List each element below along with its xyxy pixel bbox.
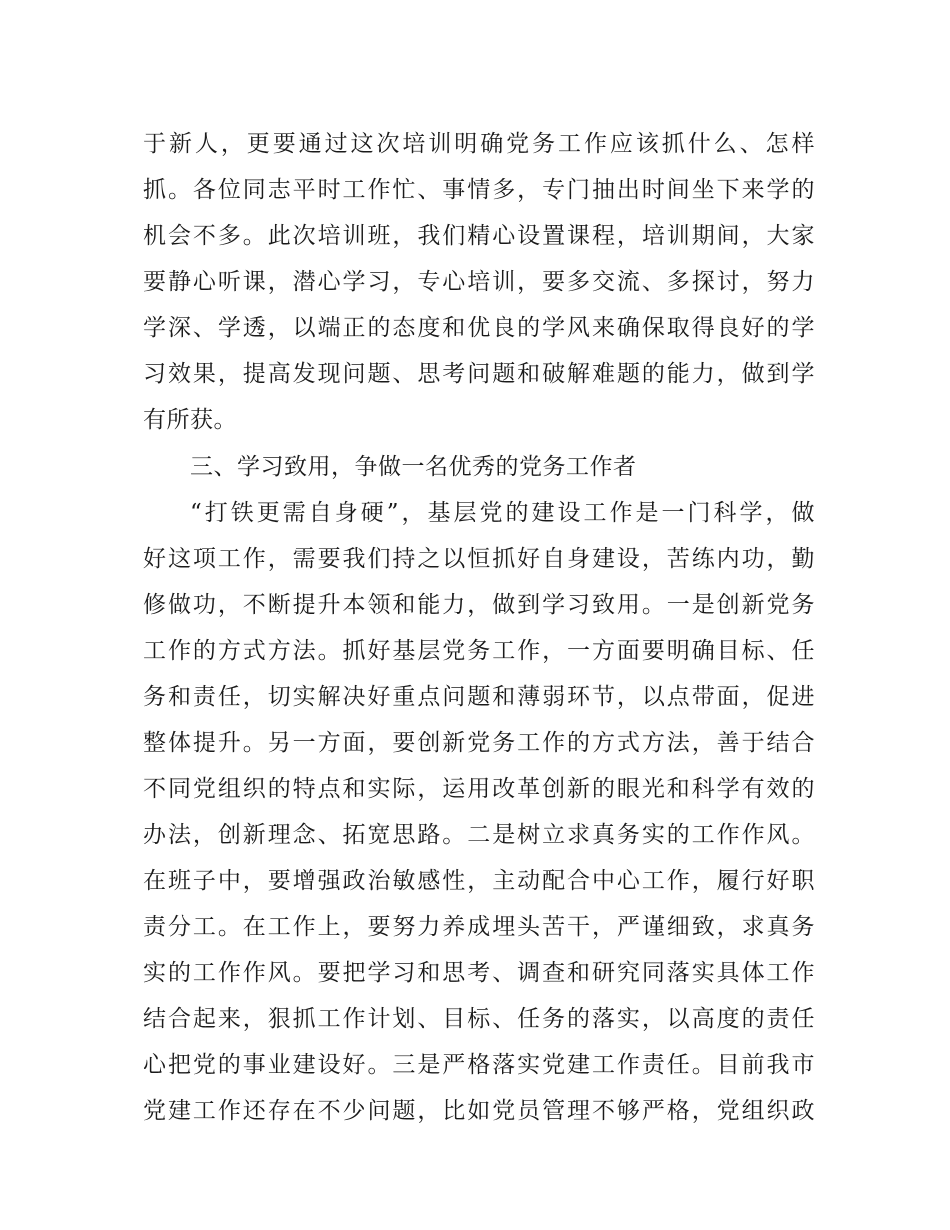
body-text-line: “打铁更需自身硬”，基层党的建设工作是一门科学，做 — [190, 500, 815, 526]
body-text-line: 抓。各位同志平时工作忙、事情多，专门抽出时间坐下来学的 — [143, 177, 815, 203]
body-text-line: 实的工作作风。要把学习和思考、调查和研究同落实具体工作 — [143, 960, 815, 986]
body-text-line: 责分工。在工作上，要努力养成埋头苦干，严谨细致，求真务 — [143, 914, 815, 940]
body-text-line: 于新人，更要通过这次培训明确党务工作应该抓什么、怎样 — [143, 131, 815, 157]
body-text-line: 在班子中，要增强政治敏感性，主动配合中心工作，履行好职 — [143, 868, 815, 894]
section-heading: 三、学习致用，争做一名优秀的党务工作者 — [190, 454, 637, 480]
body-text-line: 心把党的事业建设好。三是严格落实党建工作责任。目前我市 — [143, 1052, 815, 1078]
body-text-line: 结合起来，狠抓工作计划、目标、任务的落实，以高度的责任 — [143, 1006, 815, 1032]
body-text-line: 不同党组织的特点和实际，运用改革创新的眼光和科学有效的 — [143, 776, 815, 802]
body-text-line: 要静心听课，潜心学习，专心培训，要多交流、多探讨，努力 — [143, 269, 815, 295]
body-text-line: 习效果，提高发现问题、思考问题和破解难题的能力，做到学 — [143, 361, 815, 387]
body-text-line: 好这项工作，需要我们持之以恒抓好自身建设，苦练内功，勤 — [143, 546, 815, 572]
body-text-line: 工作的方式方法。抓好基层党务工作，一方面要明确目标、任 — [143, 638, 815, 664]
body-text-line: 修做功，不断提升本领和能力，做到学习致用。一是创新党务 — [143, 592, 815, 618]
body-text-line: 学深、学透，以端正的态度和优良的学风来确保取得良好的学 — [143, 315, 815, 341]
body-text-line: 务和责任，切实解决好重点问题和薄弱环节，以点带面，促进 — [143, 684, 815, 710]
body-text-line: 有所获。 — [143, 407, 237, 433]
body-text-line: 整体提升。另一方面，要创新党务工作的方式方法，善于结合 — [143, 730, 815, 756]
body-text-line: 党建工作还存在不少问题，比如党员管理不够严格，党组织政 — [143, 1098, 815, 1124]
body-text-line: 机会不多。此次培训班，我们精心设置课程，培训期间，大家 — [143, 223, 815, 249]
body-text-line: 办法，创新理念、拓宽思路。二是树立求真务实的工作作风。 — [143, 822, 815, 848]
